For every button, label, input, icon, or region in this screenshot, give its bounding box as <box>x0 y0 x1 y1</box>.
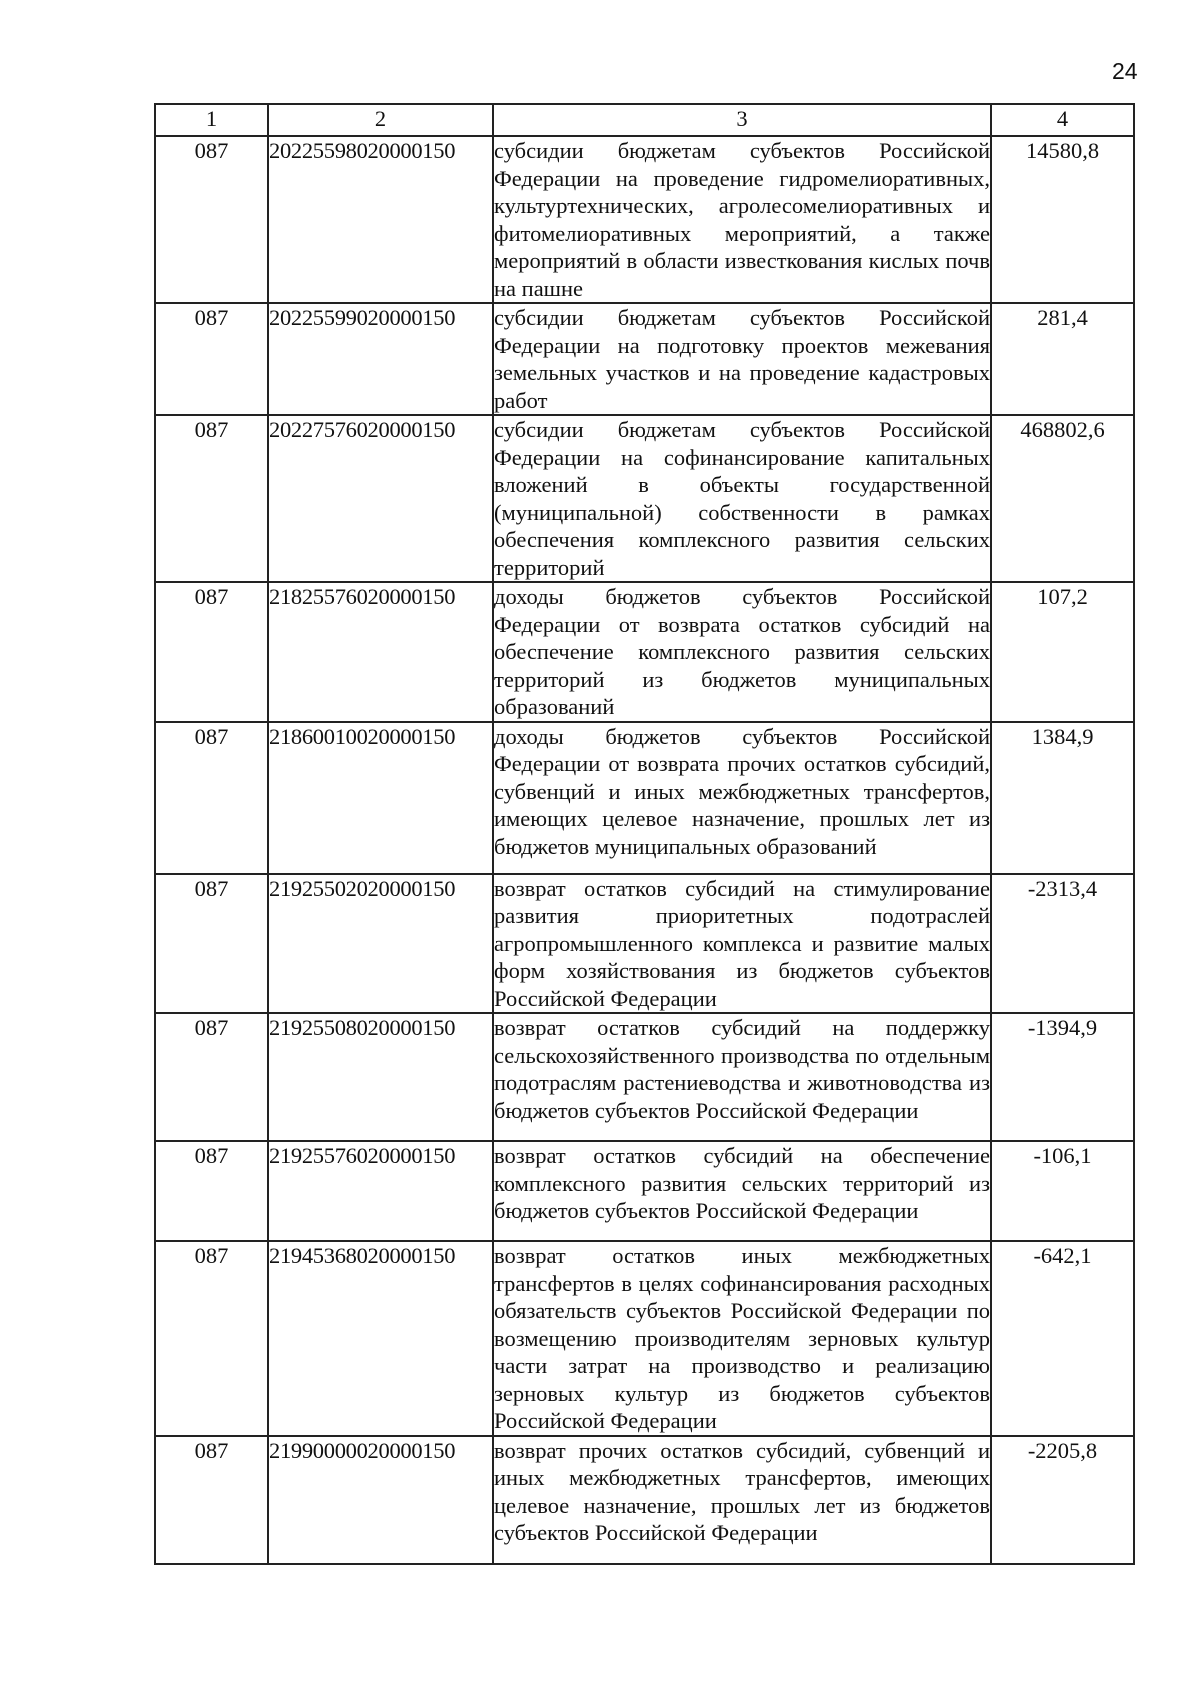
table-row <box>155 136 1134 303</box>
row-code-cell: 087 <box>155 136 268 303</box>
row-amount-cell: 468802,6 <box>991 415 1134 582</box>
row-code-cell: 087 <box>155 1141 268 1241</box>
table-row <box>155 1241 1134 1436</box>
row-description-cell: субсидии бюджетам субъектов Российской Федерации на софинансирование капитальных вложений в объекты государственной (муниципальной) собственности в рамках обеспечения комплексного развития сельских территорий <box>493 415 991 582</box>
table-header <box>155 104 1134 136</box>
row-amount-cell: -2205,8 <box>991 1436 1134 1564</box>
row-code-cell: 087 <box>155 1241 268 1436</box>
row-kbk-cell: 21925502020000150 <box>268 874 493 1014</box>
row-code-cell: 087 <box>155 582 268 722</box>
table-row <box>155 303 1134 415</box>
row-description-cell: возврат остатков субсидий на обеспечение комплексного развития сельских территорий из бюджетов субъектов Российской Федерации <box>493 1141 991 1241</box>
row-description-cell: доходы бюджетов субъектов Российской Федерации от возврата прочих остатков субсидий, субвенций и иных межбюджетных трансфертов, имеющих целевое назначение, прошлых лет из бюджетов муниципальных образований <box>493 722 991 874</box>
row-code-cell: 087 <box>155 1013 268 1141</box>
row-description-cell: возврат остатков субсидий на стимулирование развития приоритетных подотраслей агропромышленного комплекса и развитие малых форм хозяйствования из бюджетов субъектов Российской Федерации <box>493 874 991 1014</box>
row-amount-cell: -1394,9 <box>991 1013 1134 1141</box>
row-kbk-cell: 21990000020000150 <box>268 1436 493 1564</box>
row-amount-cell: -642,1 <box>991 1241 1134 1436</box>
row-kbk-cell: 20227576020000150 <box>268 415 493 582</box>
header-col-4: 4 <box>991 104 1134 136</box>
row-kbk-cell: 20225599020000150 <box>268 303 493 415</box>
row-kbk-cell: 21925508020000150 <box>268 1013 493 1141</box>
row-amount-cell: 107,2 <box>991 582 1134 722</box>
row-description-cell: доходы бюджетов субъектов Российской Федерации от возврата остатков субсидий на обеспечение комплексного развития сельских территорий из бюджетов муниципальных образований <box>493 582 991 722</box>
table-row <box>155 1141 1134 1241</box>
row-amount-cell: -2313,4 <box>991 874 1134 1014</box>
table-body <box>155 136 1134 1564</box>
row-description-cell: возврат остатков субсидий на поддержку сельскохозяйственного производства по отдельным подотраслям растениеводства и животноводства из бюджетов субъектов Российской Федерации <box>493 1013 991 1141</box>
table-row <box>155 874 1134 1014</box>
page-number: 24 <box>1112 58 1138 84</box>
row-kbk-cell: 21925576020000150 <box>268 1141 493 1241</box>
row-code-cell: 087 <box>155 415 268 582</box>
row-kbk-cell: 21825576020000150 <box>268 582 493 722</box>
row-kbk-cell: 20225598020000150 <box>268 136 493 303</box>
header-row <box>155 104 1134 136</box>
row-description-cell: субсидии бюджетам субъектов Российской Федерации на проведение гидромелиоративных, культуртехнических, агролесомелиоративных и фитомелиоративных мероприятий, а также мероприятий в области известкования кислых почв на пашне <box>493 136 991 303</box>
row-description-cell: возврат остатков иных межбюджетных трансфертов в целях софинансирования расходных обязательств субъектов Российской Федерации по возмещению производителям зерновых культур части затрат на производство и реализацию зерновых культур из бюджетов субъектов Российской Федерации <box>493 1241 991 1436</box>
table-row <box>155 1013 1134 1141</box>
row-amount-cell: -106,1 <box>991 1141 1134 1241</box>
row-code-cell: 087 <box>155 303 268 415</box>
row-kbk-cell: 21860010020000150 <box>268 722 493 874</box>
header-col-3: 3 <box>493 104 991 136</box>
table-row <box>155 722 1134 874</box>
row-code-cell: 087 <box>155 874 268 1014</box>
row-amount-cell: 1384,9 <box>991 722 1134 874</box>
row-code-cell: 087 <box>155 1436 268 1564</box>
row-amount-cell: 14580,8 <box>991 136 1134 303</box>
row-amount-cell: 281,4 <box>991 303 1134 415</box>
budget-revenue-table <box>154 103 1135 1565</box>
row-description-cell: субсидии бюджетам субъектов Российской Федерации на подготовку проектов межевания земельных участков и на проведение кадастровых работ <box>493 303 991 415</box>
table-row <box>155 415 1134 582</box>
table-row <box>155 1436 1134 1564</box>
row-kbk-cell: 21945368020000150 <box>268 1241 493 1436</box>
row-code-cell: 087 <box>155 722 268 874</box>
row-description-cell: возврат прочих остатков субсидий, субвенций и иных межбюджетных трансфертов, имеющих целевое назначение, прошлых лет из бюджетов субъектов Российской Федерации <box>493 1436 991 1564</box>
header-col-2: 2 <box>268 104 493 136</box>
table-row <box>155 582 1134 722</box>
header-col-1: 1 <box>155 104 268 136</box>
